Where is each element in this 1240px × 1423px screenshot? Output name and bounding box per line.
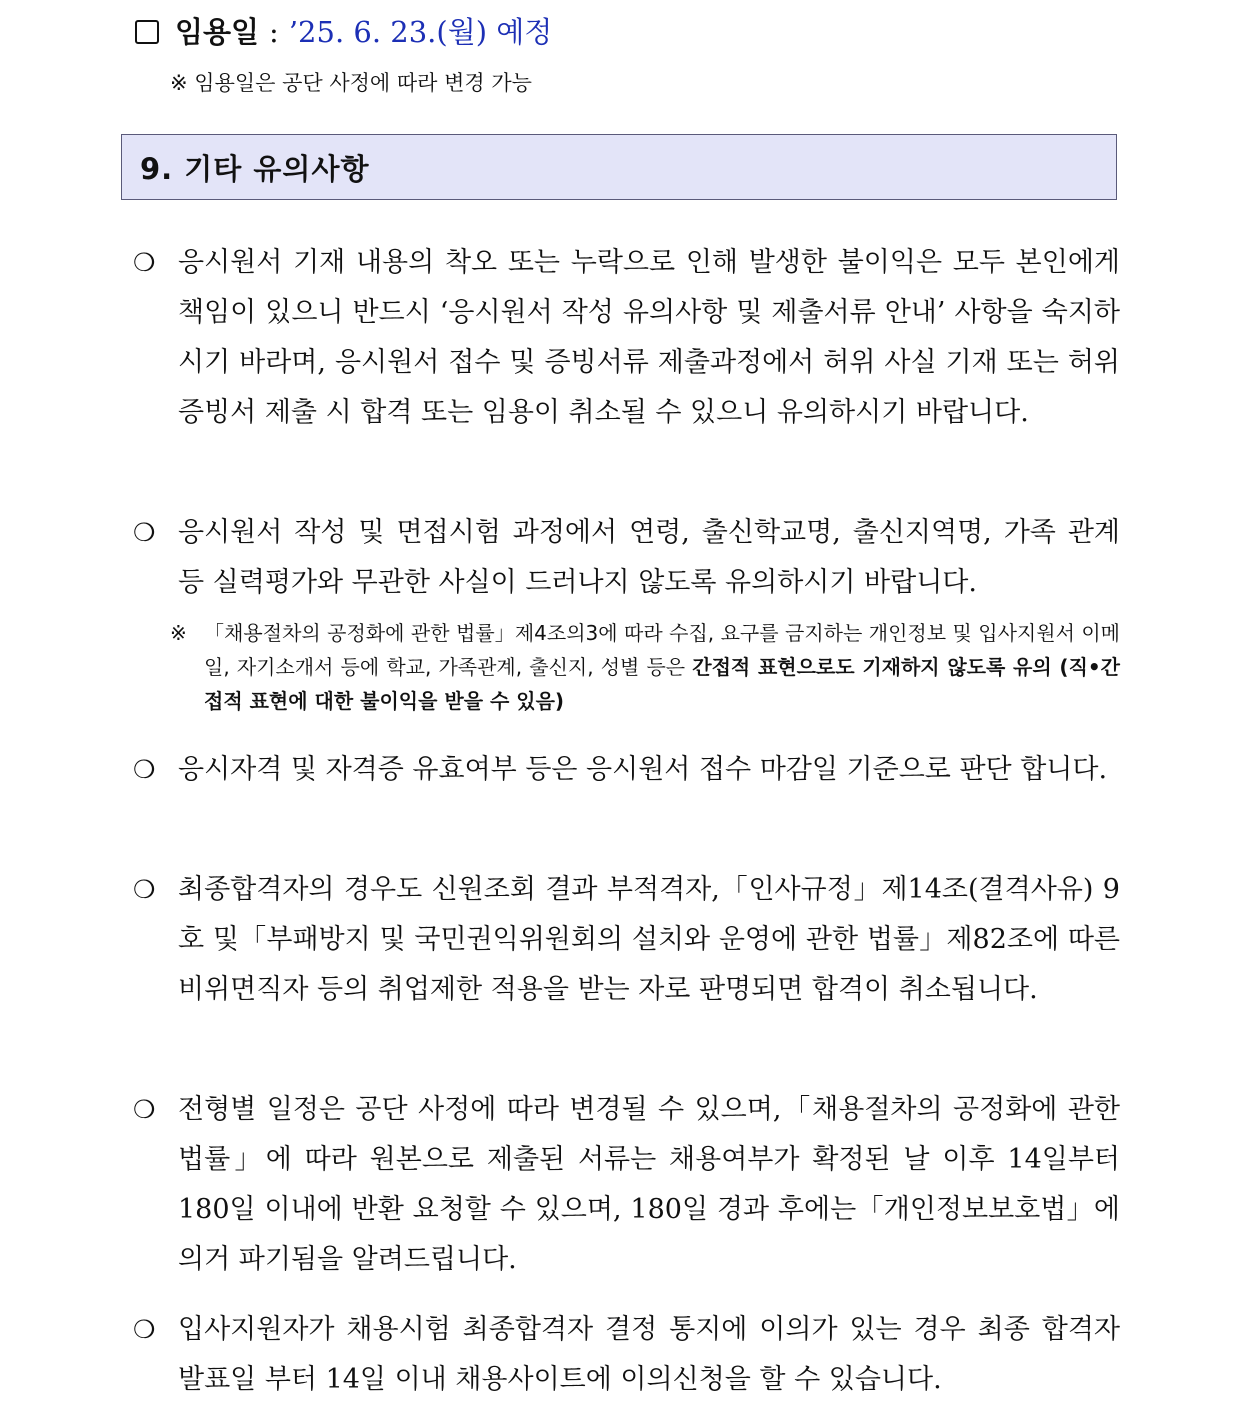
list-item-text: 전형별 일정은 공단 사정에 따라 변경될 수 있으며,「채용절차의 공정화에 관한 법률」에 따라 원본으로 제출된 서류는 채용여부가 확정된 날 이후 14일부터 180일 이내에 반환 요청할 수 있으며, 180일 경과 후에는「개인정보보호법」에 의거 파기됨을 알려드립니다. — [178, 1094, 1120, 1275]
appointment-note — [170, 66, 532, 100]
list-item — [133, 1305, 1120, 1405]
list-item-text: 응시원서 작성 및 면접시험 과정에서 연령, 출신학교명, 출신지역명, 가족 관계 등 실력평가와 무관한 사실이 드러나지 않도록 유의하시기 바랍니다. — [178, 517, 1120, 598]
reference-mark-icon: ※ — [170, 621, 187, 645]
appointment-date-line — [135, 12, 552, 52]
circle-bullet-icon: ❍ — [133, 755, 156, 784]
circle-bullet-icon: ❍ — [133, 875, 156, 904]
sub-note-emphasis: 간접적 표현으로도 기재하지 않도록 유의 (직•간접적 표현에 대한 불이익을 받을 수 있음) — [204, 655, 1120, 713]
circle-bullet-icon: ❍ — [133, 248, 156, 277]
list-item-text: 응시자격 및 자격증 유효여부 등은 응시원서 접수 마감일 기준으로 판단 합니다. — [178, 754, 1108, 785]
appointment-note-text: 임용일은 공단 사정에 따라 변경 가능 — [194, 71, 532, 95]
sub-note-text — [204, 616, 1120, 718]
list-item — [133, 238, 1120, 438]
appointment-label: 임용일 — [175, 15, 260, 49]
list-item — [133, 745, 1120, 795]
list-item-text: 응시원서 기재 내용의 착오 또는 누락으로 인해 발생한 불이익은 모두 본인에게 책임이 있으니 반드시 ‘응시원서 작성 유의사항 및 제출서류 안내’ 사항을 숙지하시기 바라며, 응시원서 접수 및 증빙서류 제출과정에서 허위 사실 기재 또는 허위증빙서 제출 시 합격 또는 임용이 취소될 수 있으니 유의하시기 바랍니다. — [178, 247, 1120, 428]
circle-bullet-icon: ❍ — [133, 518, 156, 547]
sub-note — [170, 616, 1120, 718]
circle-bullet-icon: ❍ — [133, 1315, 156, 1344]
list-item — [133, 1085, 1120, 1285]
checkbox-icon — [135, 20, 159, 44]
list-item-text: 최종합격자의 경우도 신원조회 결과 부적격자,「인사규정」제14조(결격사유) 9호 및「부패방지 및 국민권익위원회의 설치와 운영에 관한 법률」제82조에 따른 비위면직자 등의 취업제한 적용을 받는 자로 판명되면 합격이 취소됩니다. — [178, 874, 1120, 1005]
list-item — [133, 508, 1120, 608]
sub-note-plain: 「채용절차의 공정화에 관한 법률」제4조의3에 따라 수집, 요구를 금지하는 개인정보 및 입사지원서 이메일, 자기소개서 등에 학교, 가족관계, 출신지, 성별 등은 — [204, 621, 1120, 679]
section-title: 9. 기타 유의사항 — [140, 151, 370, 186]
section-header — [121, 134, 1117, 200]
circle-bullet-icon: ❍ — [133, 1095, 156, 1124]
appointment-date: ’25. 6. 23.(월) 예정 — [288, 15, 553, 49]
list-item — [133, 865, 1120, 1015]
list-item-text: 입사지원자가 채용시험 최종합격자 결정 통지에 이의가 있는 경우 최종 합격자 발표일 부터 14일 이내 채용사이트에 이의신청을 할 수 있습니다. — [178, 1314, 1120, 1395]
reference-mark-icon: ※ — [170, 71, 188, 95]
appointment-separator: : — [269, 15, 279, 49]
